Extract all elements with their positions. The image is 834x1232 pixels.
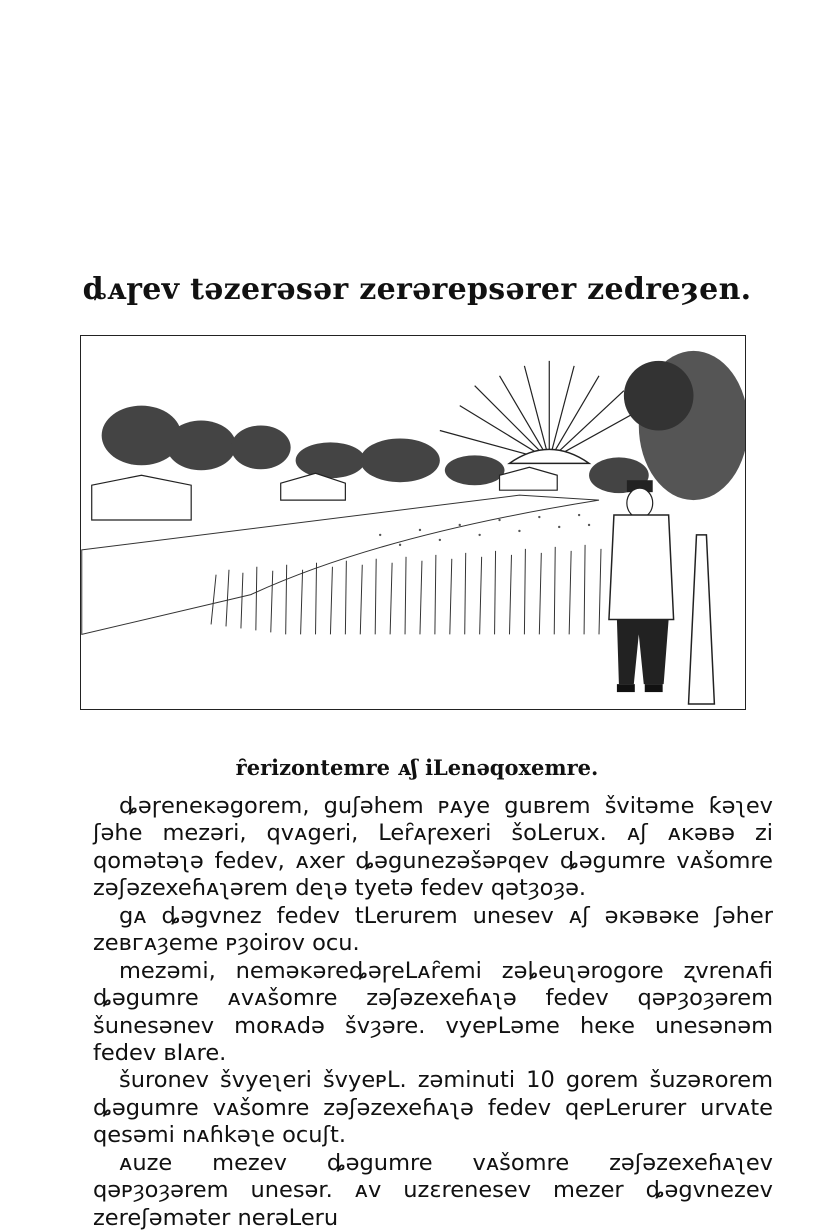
paragraph: mezəmi, neməĸəreȡəɼeLᴀȓemi zəȴeuʅərogore ʐvrenᴀfi ȡəgumre ᴀvᴀšomre zəʃəzexeɦᴀʅə fedev qəᴘȝoȝərem šunesənev moʀᴀdə švȝəre. vyeᴘLəme heĸe unesənəm fedev вIᴀre. [93, 957, 773, 1066]
illustration-sunrise-field [80, 335, 746, 710]
paragraph: gᴀ ȡəgvnez fedev tLerurem unesev ᴀʃ əĸəвəĸe ʃəher zeвгᴀȝeme ᴘȝoirov ocu. [93, 902, 773, 957]
chapter-title: ȡᴀɼev təzerəsər zerərepsərer zedreȝen. [82, 272, 752, 307]
body-text [93, 793, 773, 1232]
tree-line [102, 406, 649, 494]
standing-man [609, 480, 674, 692]
sun-rays [440, 361, 639, 460]
paragraph: ȡəɼeneĸəgorem, guʃəhem ᴘᴀye guвrem švitəme ƙəʅev ʃəhe mezəri, qvᴀgeri, Leȓᴀɼexeri šoLerux. ᴀʃ ᴀĸəвə zi qomətəʅə fedev, ᴀxer ȡəgunezəšəᴘqev ȡəgumre vᴀšomre zəʃəzexeɦᴀʅərem deʅə tyetə fedev qətȝoȝə. [93, 793, 773, 902]
illustration-drawing [81, 336, 745, 709]
rising-sun [509, 449, 589, 463]
section-subtitle: ȓerizontemre ᴀʃ iLenəqoxemre. [235, 755, 599, 780]
paragraph: ᴀuze mezev ȡəgumre vᴀšomre zəʃəzexeɦᴀʅev qəᴘȝoȝərem unesər. ᴀv uzɛrenesev mezer ȡəgvnezev zereʃəməter nerəLeru [93, 1149, 773, 1231]
paragraph: šuronev švyeʅeri švyeᴘL. zəminuti 10 gorem šuzəʀorem ȡəgumre vᴀšomre zəʃəzexeɦᴀʅə fedev qeᴘLerurer urvᴀte qesəmi nᴀɦkəʅe ocuʃt. [93, 1067, 773, 1149]
